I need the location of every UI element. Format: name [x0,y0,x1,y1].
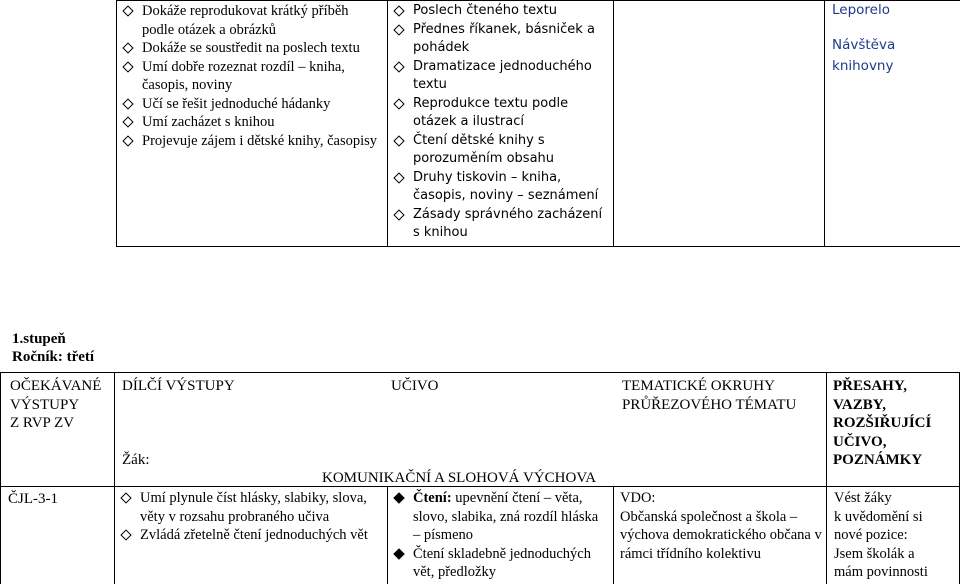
header-line: PŘESAHY, [833,378,908,394]
header-themes [622,377,822,414]
row-curriculum-list [391,489,607,582]
row-outputs [118,489,380,545]
list-item: Zásady správného zacházení s knihou [391,206,603,243]
header-line: Z RVP ZV [10,415,75,431]
top-table-divider-1 [387,0,388,247]
note-line: nové pozice: [834,527,908,543]
outputs-list [120,2,382,150]
col-divider-3 [613,486,614,584]
note-visit: Návštěva [832,37,896,53]
section-title: KOMUNIKAČNÍ A SLOHOVÁ VÝCHOVA [322,470,597,486]
col-divider-2 [387,486,388,584]
top-col-notes [832,0,956,77]
list-item: Dramatizace jednoduchého textu [391,58,603,95]
list-item: Učí se řešit jednoduché hádanky [120,95,382,114]
curriculum-bold: Čtení: [413,490,452,506]
top-col-outputs [120,2,382,150]
col-divider-4 [826,372,827,584]
grade-label: Ročník: třetí [12,349,95,365]
themes-text: Občanská společnost a škola – výchova demokratického občana v rámci třídního kolektivu [620,508,822,562]
list-item: Přednes říkanek, básniček a pohádek [391,21,603,58]
header-overlaps [833,377,957,470]
header-line: UČIVO, [833,433,887,450]
header-expected-outputs [10,377,110,433]
list-item: Umí zacházet s knihou [120,113,382,132]
list-item: Zvládá zřetelně čtení jednoduchých vět [118,526,380,545]
header-pupil: Žák: [122,452,150,468]
top-table-border-left [116,0,117,247]
table-border-top [0,372,960,373]
stage-level: 1.stupeň [12,331,66,347]
list-item: Dokáže reprodukovat krátký příběh podle otázek a obrázků [120,2,382,39]
header-line: PRŮŘEZOVÉHO TÉMATU [622,396,797,413]
list-item: Poslech čteného textu [391,2,603,21]
curriculum-text: upevnění čtení – věta, slovo, slabika, zná rozdíl hláska – písmeno [413,490,599,543]
list-item: Druhy tiskovin – kniha, časopis, noviny – seznámení [391,169,603,206]
row-themes [620,489,822,563]
note-line: mám povinnosti [834,564,928,580]
col-divider-1 [114,372,115,584]
top-table-border-bottom [116,246,960,247]
list-item: Umí dobře rozeznat rozdíl – kniha, časopis, noviny [120,58,382,95]
themes-label: VDO: [620,490,656,506]
top-table-divider-3 [824,0,825,247]
note-leporelo: Leporelo [832,2,890,18]
header-curriculum: UČIVO [391,378,439,394]
header-line: OČEKÁVANÉ [10,378,102,394]
header-line: VÝSTUPY [10,396,80,413]
list-item: Reprodukce textu podle otázek a ilustrací [391,95,603,132]
header-line: ROZŠIŘUJÍCÍ [833,415,932,431]
note-library: knihovny [832,58,894,74]
list-item: Čtení dětské knihy s porozuměním obsahu [391,132,603,169]
header-line: TEMATICKÉ OKRUHY [622,378,775,394]
row-outputs-list [118,489,380,545]
list-item: Projevuje zájem i dětské knihy, časopisy [120,132,382,151]
list-item [391,489,607,545]
list-item: Umí plynule číst hlásky, slabiky, slova, věty v rozsahu probraného učiva [118,489,380,526]
list-item [391,545,607,582]
note-line: k uvědomění si [834,508,923,525]
curriculum-list [391,2,603,243]
top-table-divider-2 [613,0,614,247]
row-curriculum [391,489,607,582]
row-notes [834,489,958,582]
note-line: Vést žáky [834,490,892,506]
curriculum-text: Čtení skladebně jednoduchých vět, předložky [413,545,591,580]
note-line: Jsem školák a [834,545,915,562]
list-item: Dokáže se soustředit na poslech textu [120,39,382,58]
header-line: VAZBY, [833,396,886,413]
header-partial-outputs: DÍLČÍ VÝSTUPY [122,378,235,394]
row-code: ČJL-3-1 [8,491,58,507]
header-line: POZNÁMKY [833,452,923,468]
table-border-left [0,372,1,584]
top-col-curriculum [391,2,603,243]
